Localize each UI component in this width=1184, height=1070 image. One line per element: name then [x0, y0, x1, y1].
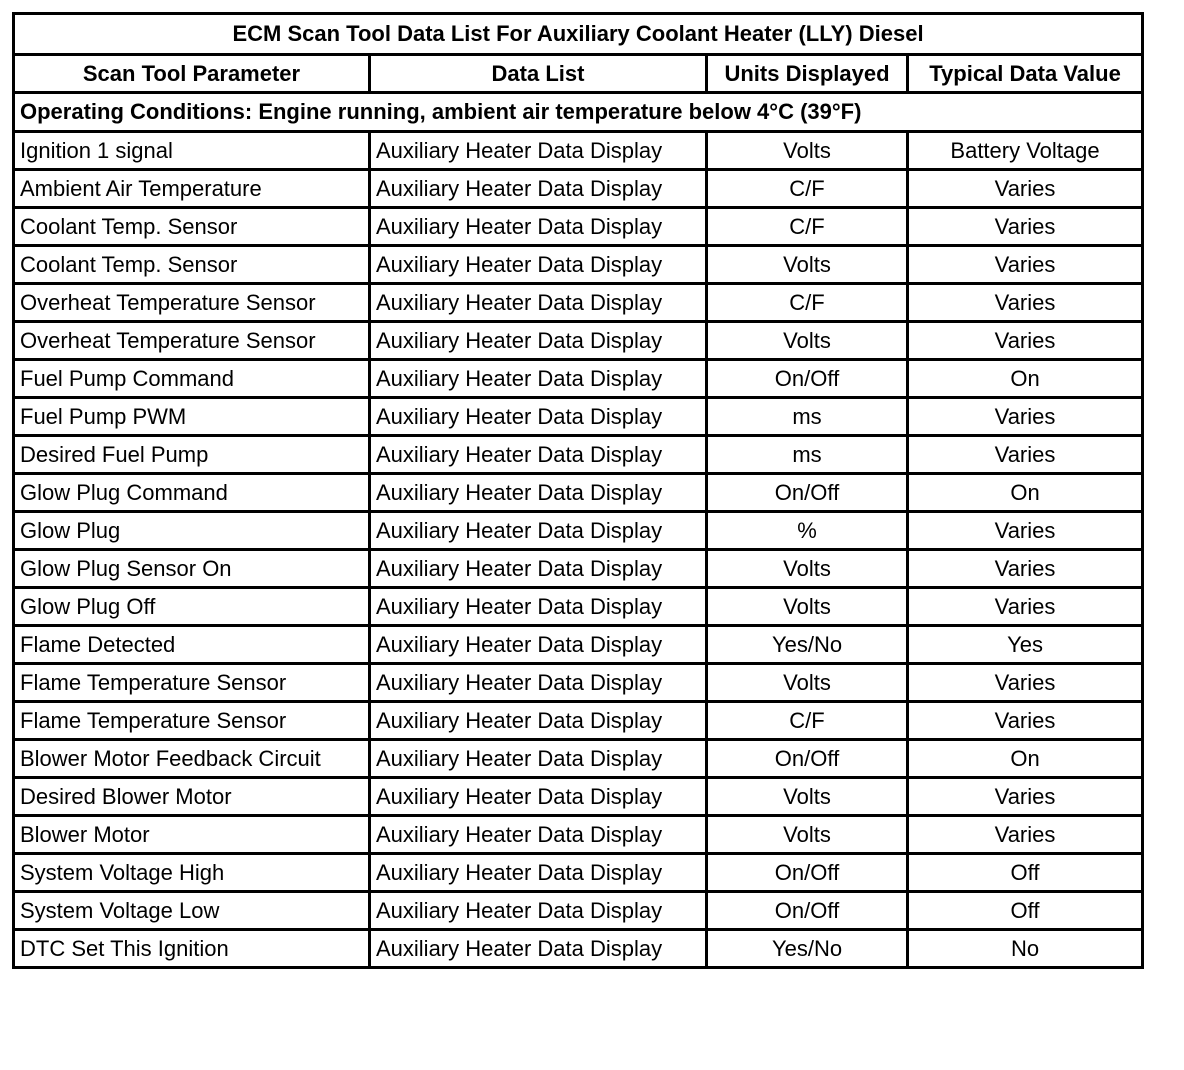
cell-parameter: Desired Fuel Pump	[14, 436, 370, 474]
cell-data-list: Auxiliary Heater Data Display	[370, 284, 707, 322]
cell-typical-value: Varies	[908, 398, 1143, 436]
cell-parameter: Coolant Temp. Sensor	[14, 246, 370, 284]
cell-parameter: Flame Detected	[14, 626, 370, 664]
cell-data-list: Auxiliary Heater Data Display	[370, 664, 707, 702]
cell-data-list: Auxiliary Heater Data Display	[370, 474, 707, 512]
cell-parameter: Overheat Temperature Sensor	[14, 284, 370, 322]
cell-typical-value: Off	[908, 854, 1143, 892]
cell-typical-value: Varies	[908, 322, 1143, 360]
cell-typical-value: Varies	[908, 284, 1143, 322]
table-row	[14, 664, 1143, 702]
cell-parameter: Glow Plug Command	[14, 474, 370, 512]
cell-parameter: Coolant Temp. Sensor	[14, 208, 370, 246]
cell-units: C/F	[707, 208, 908, 246]
cell-data-list: Auxiliary Heater Data Display	[370, 930, 707, 968]
cell-units: On/Off	[707, 854, 908, 892]
table-row	[14, 246, 1143, 284]
table-body	[14, 132, 1143, 968]
cell-data-list: Auxiliary Heater Data Display	[370, 322, 707, 360]
cell-parameter: Fuel Pump PWM	[14, 398, 370, 436]
cell-parameter: Glow Plug	[14, 512, 370, 550]
cell-data-list: Auxiliary Heater Data Display	[370, 854, 707, 892]
cell-typical-value: Varies	[908, 702, 1143, 740]
table-row	[14, 360, 1143, 398]
cell-units: On/Off	[707, 360, 908, 398]
cell-parameter: Flame Temperature Sensor	[14, 664, 370, 702]
table-row	[14, 930, 1143, 968]
table-row	[14, 626, 1143, 664]
cell-data-list: Auxiliary Heater Data Display	[370, 588, 707, 626]
operating-conditions: Operating Conditions: Engine running, ambient air temperature below 4°C (39°F)	[14, 93, 1143, 132]
cell-typical-value: Varies	[908, 246, 1143, 284]
cell-units: Volts	[707, 322, 908, 360]
cell-parameter: Blower Motor Feedback Circuit	[14, 740, 370, 778]
cell-typical-value: On	[908, 474, 1143, 512]
cell-data-list: Auxiliary Heater Data Display	[370, 892, 707, 930]
cell-data-list: Auxiliary Heater Data Display	[370, 246, 707, 284]
table-row	[14, 322, 1143, 360]
table-row	[14, 398, 1143, 436]
scan-tool-data-table	[12, 12, 1144, 969]
cell-parameter: DTC Set This Ignition	[14, 930, 370, 968]
table-row	[14, 512, 1143, 550]
cell-typical-value: Yes	[908, 626, 1143, 664]
table-row	[14, 474, 1143, 512]
header-units: Units Displayed	[707, 55, 908, 93]
cell-parameter: Fuel Pump Command	[14, 360, 370, 398]
table-row	[14, 854, 1143, 892]
cell-units: Yes/No	[707, 626, 908, 664]
cell-units: ms	[707, 436, 908, 474]
table-row	[14, 132, 1143, 170]
cell-data-list: Auxiliary Heater Data Display	[370, 550, 707, 588]
table-row	[14, 702, 1143, 740]
cell-typical-value: Varies	[908, 550, 1143, 588]
header-parameter: Scan Tool Parameter	[14, 55, 370, 93]
cell-units: On/Off	[707, 740, 908, 778]
header-data-list: Data List	[370, 55, 707, 93]
cell-data-list: Auxiliary Heater Data Display	[370, 360, 707, 398]
table-row	[14, 284, 1143, 322]
cell-units: C/F	[707, 702, 908, 740]
cell-typical-value: Varies	[908, 664, 1143, 702]
cell-units: Volts	[707, 588, 908, 626]
table-row	[14, 588, 1143, 626]
cell-typical-value: No	[908, 930, 1143, 968]
table-row	[14, 550, 1143, 588]
table-row	[14, 816, 1143, 854]
cell-units: Yes/No	[707, 930, 908, 968]
cell-data-list: Auxiliary Heater Data Display	[370, 626, 707, 664]
cell-typical-value: Varies	[908, 512, 1143, 550]
cell-data-list: Auxiliary Heater Data Display	[370, 512, 707, 550]
table-title: ECM Scan Tool Data List For Auxiliary Coolant Heater (LLY) Diesel	[14, 14, 1143, 55]
table-row	[14, 208, 1143, 246]
cell-data-list: Auxiliary Heater Data Display	[370, 170, 707, 208]
cell-parameter: Flame Temperature Sensor	[14, 702, 370, 740]
table-row	[14, 170, 1143, 208]
cell-units: Volts	[707, 550, 908, 588]
cell-parameter: Glow Plug Off	[14, 588, 370, 626]
cell-units: C/F	[707, 284, 908, 322]
table-row	[14, 778, 1143, 816]
cell-typical-value: Battery Voltage	[908, 132, 1143, 170]
cell-data-list: Auxiliary Heater Data Display	[370, 436, 707, 474]
cell-units: Volts	[707, 816, 908, 854]
cell-data-list: Auxiliary Heater Data Display	[370, 398, 707, 436]
cell-typical-value: Varies	[908, 436, 1143, 474]
cell-parameter: Glow Plug Sensor On	[14, 550, 370, 588]
cell-typical-value: Varies	[908, 170, 1143, 208]
cell-parameter: System Voltage Low	[14, 892, 370, 930]
cell-data-list: Auxiliary Heater Data Display	[370, 208, 707, 246]
cell-data-list: Auxiliary Heater Data Display	[370, 816, 707, 854]
cell-parameter: Ambient Air Temperature	[14, 170, 370, 208]
cell-typical-value: Varies	[908, 208, 1143, 246]
cell-data-list: Auxiliary Heater Data Display	[370, 778, 707, 816]
header-row	[14, 55, 1143, 93]
cell-data-list: Auxiliary Heater Data Display	[370, 702, 707, 740]
title-row	[14, 14, 1143, 55]
conditions-row	[14, 93, 1143, 132]
cell-typical-value: Varies	[908, 816, 1143, 854]
cell-units: Volts	[707, 246, 908, 284]
cell-data-list: Auxiliary Heater Data Display	[370, 740, 707, 778]
cell-units: On/Off	[707, 892, 908, 930]
cell-parameter: Overheat Temperature Sensor	[14, 322, 370, 360]
cell-units: ms	[707, 398, 908, 436]
cell-units: Volts	[707, 132, 908, 170]
cell-typical-value: On	[908, 740, 1143, 778]
cell-units: Volts	[707, 664, 908, 702]
cell-units: On/Off	[707, 474, 908, 512]
cell-units: %	[707, 512, 908, 550]
cell-parameter: System Voltage High	[14, 854, 370, 892]
cell-typical-value: Varies	[908, 778, 1143, 816]
cell-typical-value: On	[908, 360, 1143, 398]
table-row	[14, 740, 1143, 778]
cell-typical-value: Varies	[908, 588, 1143, 626]
table-row	[14, 892, 1143, 930]
cell-parameter: Blower Motor	[14, 816, 370, 854]
table-row	[14, 436, 1143, 474]
cell-units: Volts	[707, 778, 908, 816]
cell-typical-value: Off	[908, 892, 1143, 930]
cell-parameter: Desired Blower Motor	[14, 778, 370, 816]
cell-parameter: Ignition 1 signal	[14, 132, 370, 170]
header-typical-value: Typical Data Value	[908, 55, 1143, 93]
cell-data-list: Auxiliary Heater Data Display	[370, 132, 707, 170]
cell-units: C/F	[707, 170, 908, 208]
